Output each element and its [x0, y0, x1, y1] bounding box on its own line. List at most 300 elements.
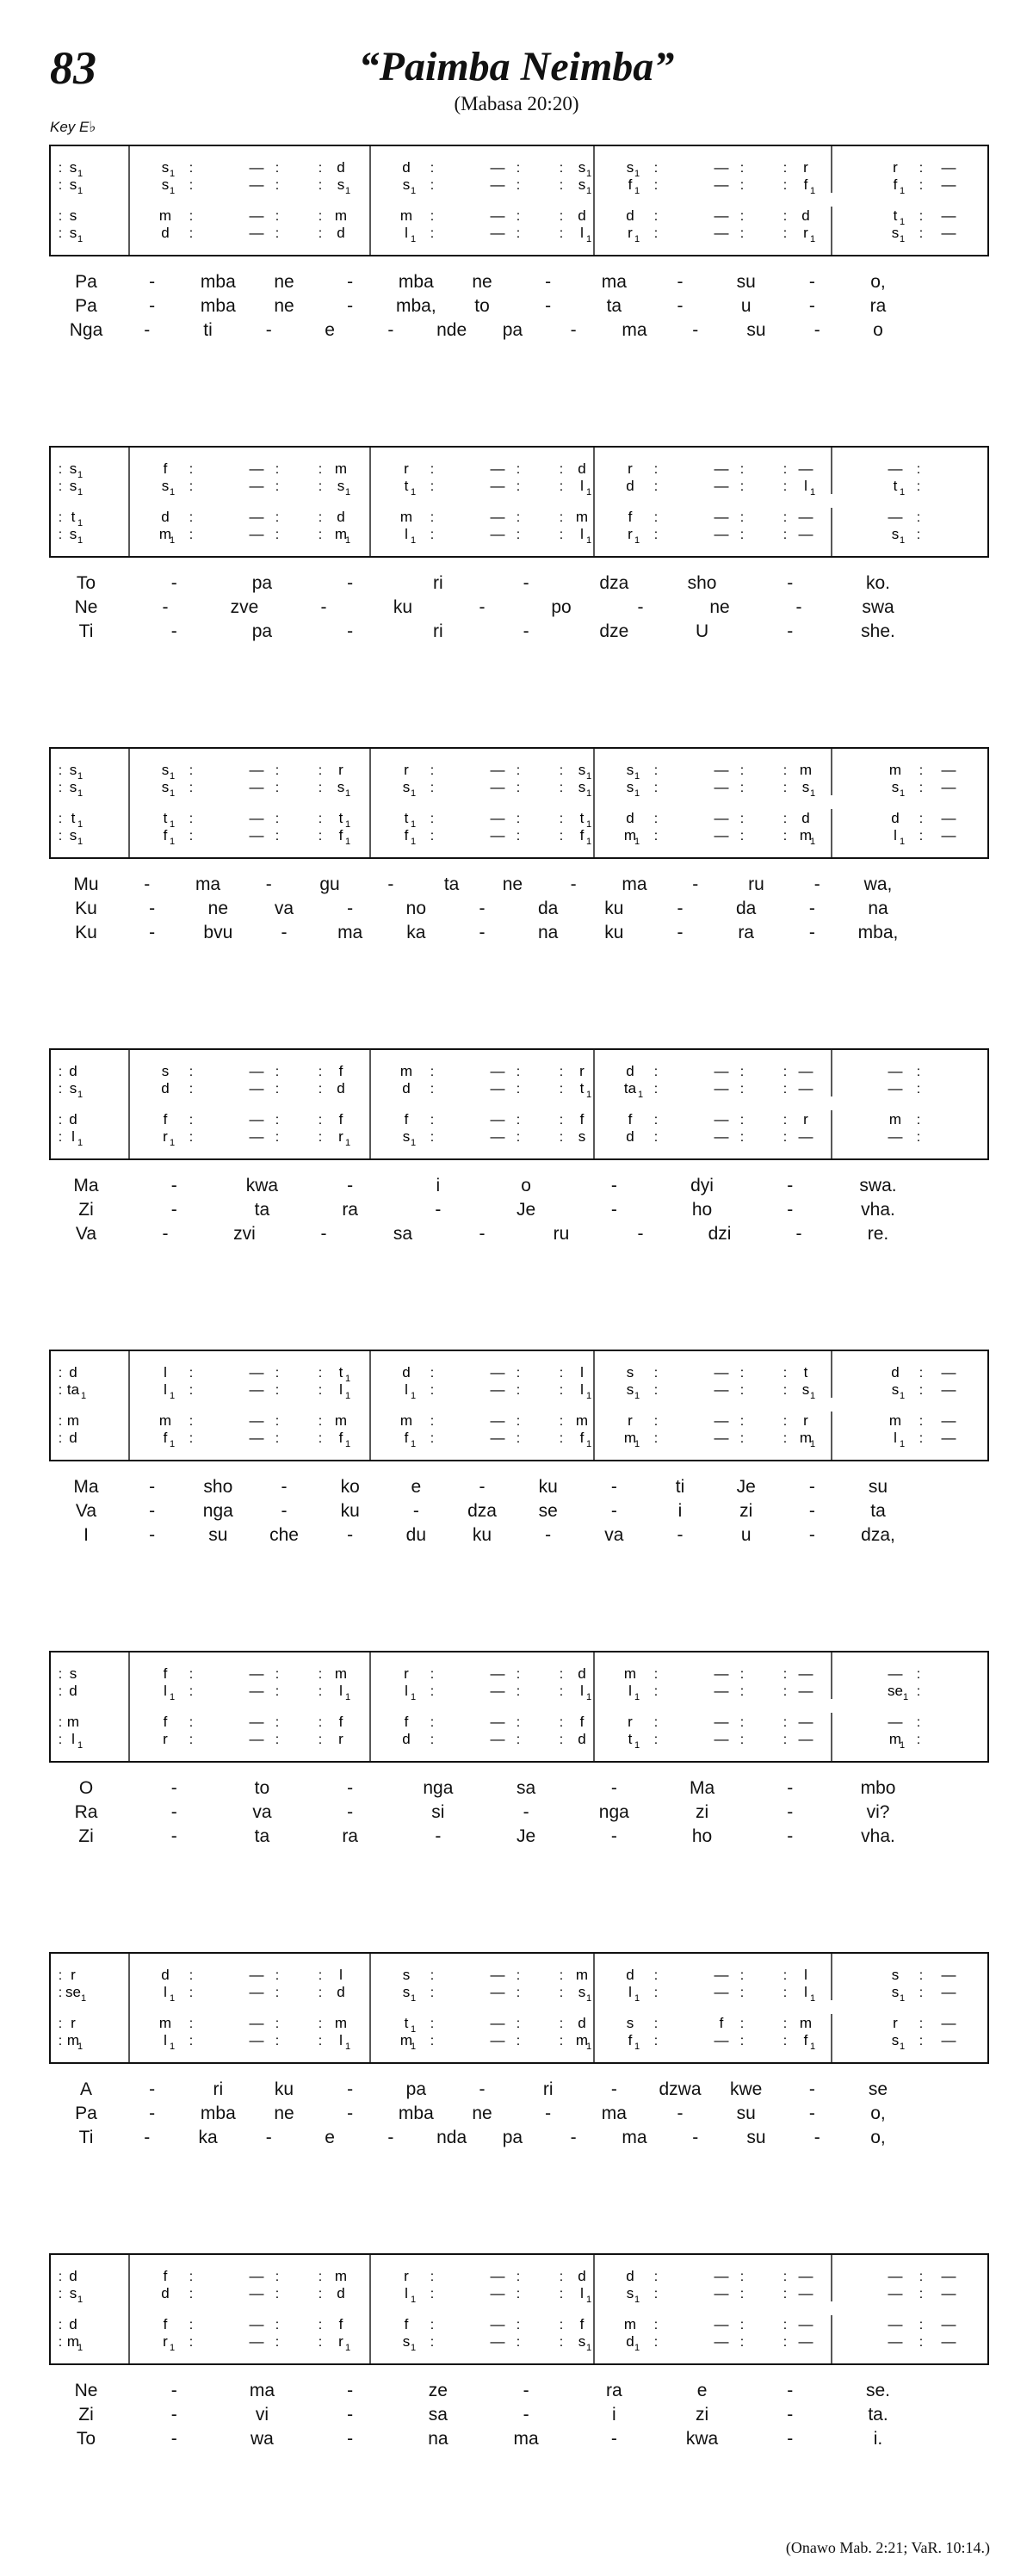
- svg-text:1: 1: [77, 2295, 84, 2305]
- solfa-note: [69, 1063, 77, 1079]
- svg-text::: :: [189, 1715, 194, 1730]
- svg-text::: :: [516, 510, 521, 525]
- solfa-note: [250, 1984, 264, 2000]
- svg-text:—: —: [490, 2333, 505, 2350]
- svg-text:s: s: [69, 176, 77, 193]
- svg-text:—: —: [249, 1111, 264, 1127]
- svg-text:t: t: [404, 810, 409, 826]
- svg-text:s: s: [801, 779, 810, 795]
- solfa-note: [70, 225, 83, 244]
- svg-text::: :: [739, 1065, 745, 1079]
- solfa-note: [403, 2333, 416, 2353]
- lyric-hyphen: -: [170, 1826, 177, 1846]
- music-system: [0, 446, 1033, 644]
- svg-text::: :: [318, 1414, 323, 1429]
- svg-text:—: —: [798, 2268, 813, 2284]
- solfa-note: [403, 176, 416, 196]
- solfa-note: [491, 810, 505, 826]
- solfa-note: [714, 1665, 729, 1682]
- svg-text:1: 1: [586, 2343, 592, 2353]
- svg-text::: :: [782, 1431, 788, 1446]
- svg-text:s: s: [337, 176, 345, 193]
- solfa-note: [714, 1984, 729, 2000]
- svg-text::: :: [275, 1431, 280, 1446]
- svg-text::: :: [58, 1383, 63, 1398]
- solfa-note: [894, 176, 905, 196]
- svg-text::: :: [318, 829, 323, 843]
- svg-text:t: t: [579, 1080, 585, 1096]
- svg-text:d: d: [402, 159, 411, 176]
- svg-text:1: 1: [345, 2042, 351, 2052]
- lyric-syllable: Pa: [75, 2103, 97, 2123]
- solfa-note: [628, 1412, 633, 1429]
- lyric-syllable: nga: [598, 1802, 629, 1822]
- svg-text::: :: [189, 2017, 194, 2031]
- solfa-note: [714, 827, 729, 843]
- solfa-note: [250, 779, 264, 795]
- svg-text:f: f: [163, 1111, 168, 1127]
- solfa-note: [894, 827, 905, 847]
- solfa-note: [892, 1984, 905, 2004]
- svg-text::: :: [916, 1130, 921, 1145]
- solfa-note: [337, 1984, 344, 2000]
- svg-text::: :: [189, 1986, 194, 2000]
- svg-text:1: 1: [77, 1740, 84, 1751]
- svg-text:s: s: [161, 176, 170, 193]
- lyric-syllable: Ra: [74, 1802, 98, 1822]
- lyric-hyphen: -: [795, 1224, 802, 1244]
- svg-text::: :: [559, 812, 564, 826]
- svg-text:r: r: [628, 526, 633, 542]
- lyric-hyphen: -: [808, 296, 815, 316]
- lyric-syllable: sa: [428, 2405, 448, 2425]
- svg-text::: :: [318, 763, 323, 778]
- lyric-hyphen: -: [808, 2103, 815, 2123]
- svg-text::: :: [782, 2017, 788, 2031]
- svg-text:d: d: [626, 207, 634, 224]
- lyric-syllable: ti: [675, 1477, 685, 1497]
- svg-text::: :: [58, 178, 63, 193]
- svg-text:1: 1: [345, 819, 351, 830]
- svg-text::: :: [559, 1986, 564, 2000]
- solfa-note: [578, 1128, 586, 1145]
- lyric-hyphen: -: [677, 1525, 684, 1545]
- svg-text:t: t: [71, 509, 76, 525]
- svg-text:1: 1: [411, 837, 417, 847]
- svg-text::: :: [559, 1383, 564, 1398]
- solfa-note: [337, 159, 344, 176]
- solfa-note: [250, 1381, 264, 1398]
- svg-text:d: d: [626, 478, 634, 494]
- svg-text::: :: [739, 1366, 745, 1381]
- svg-text::: :: [653, 2270, 659, 2284]
- lyric-hyphen: -: [523, 573, 529, 593]
- solfa-note: [714, 2285, 729, 2301]
- lyric-syllable: ne: [274, 296, 294, 316]
- svg-text:—: —: [941, 2032, 956, 2048]
- svg-text:l: l: [339, 1683, 343, 1699]
- svg-text:f: f: [163, 827, 168, 843]
- svg-text:—: —: [941, 2333, 956, 2350]
- solfa-note: [67, 1381, 86, 1401]
- svg-text::: :: [653, 178, 659, 193]
- solfa-note: [491, 1430, 505, 1446]
- lyric-syllable: ka: [198, 2128, 218, 2147]
- svg-text::: :: [739, 1968, 745, 1983]
- svg-text:1: 1: [586, 169, 592, 179]
- solfa-note: [402, 159, 410, 176]
- svg-text::: :: [919, 2335, 924, 2350]
- lyric-hyphen: -: [347, 296, 354, 316]
- svg-text::: :: [559, 2034, 564, 2048]
- svg-text:l: l: [405, 1381, 408, 1398]
- solfa-note: [714, 779, 729, 795]
- solfa-note: [405, 225, 416, 244]
- solfa-note: [942, 2268, 956, 2284]
- svg-text:1: 1: [77, 837, 84, 847]
- svg-text:s: s: [69, 1080, 77, 1096]
- svg-text::: :: [559, 2335, 564, 2350]
- svg-text::: :: [275, 2270, 280, 2284]
- svg-text::: :: [430, 812, 435, 826]
- solfa-note: [804, 2032, 815, 2052]
- solfa-note: [402, 1080, 410, 1096]
- svg-text:l: l: [804, 1984, 807, 2000]
- solfa-note: [164, 1665, 168, 1682]
- lyric-syllable: ku: [604, 923, 624, 942]
- svg-text::: :: [559, 1130, 564, 1145]
- svg-text:—: —: [798, 509, 813, 525]
- svg-text:d: d: [402, 1080, 411, 1096]
- svg-text:—: —: [249, 1967, 264, 1983]
- svg-text::: :: [653, 763, 659, 778]
- svg-text:m: m: [66, 1714, 80, 1730]
- lyric-syllable: ne: [472, 272, 492, 292]
- svg-text:d: d: [337, 159, 345, 176]
- svg-text::: :: [189, 462, 194, 477]
- svg-text:s: s: [161, 159, 170, 176]
- svg-text::: :: [516, 1065, 521, 1079]
- svg-text:s: s: [626, 2015, 634, 2031]
- svg-text:1: 1: [77, 186, 84, 196]
- svg-text:1: 1: [170, 535, 176, 546]
- svg-text::: :: [559, 1431, 564, 1446]
- lyric-syllable: su: [208, 1525, 228, 1545]
- solfa-note: [491, 1967, 505, 1983]
- lyric-syllable: mba: [200, 2103, 236, 2123]
- solfa-note: [162, 478, 175, 497]
- solfa-note: [491, 1984, 505, 2000]
- lyric-syllable: ri: [542, 2079, 554, 2099]
- lyric-syllable: ne: [207, 899, 229, 918]
- svg-text:1: 1: [810, 2042, 816, 2052]
- lyric-syllable: wa,: [863, 874, 893, 894]
- svg-text::: :: [516, 781, 521, 795]
- svg-text:—: —: [249, 2032, 264, 2048]
- lyric-syllable: ko.: [865, 573, 891, 593]
- svg-text:1: 1: [586, 487, 592, 497]
- svg-text::: :: [516, 479, 521, 494]
- lyric-hyphen: -: [808, 923, 815, 942]
- solfa-note: [405, 1430, 416, 1449]
- svg-text::: :: [430, 161, 435, 176]
- lyric-syllable: pa: [405, 2079, 427, 2099]
- svg-text:d: d: [69, 1063, 77, 1079]
- lyric-hyphen: -: [412, 1501, 419, 1521]
- lyric-syllable: ku: [393, 597, 413, 617]
- svg-text::: :: [516, 1414, 521, 1429]
- lyric-hyphen: -: [545, 296, 552, 316]
- lyric-syllable: o,: [870, 2103, 886, 2123]
- solfa-note: [339, 1430, 350, 1449]
- svg-text:d: d: [578, 1731, 586, 1747]
- solfa-note: [339, 827, 350, 847]
- solfa-note: [580, 1111, 585, 1127]
- svg-text:m: m: [334, 460, 348, 477]
- lyric-hyphen: -: [479, 1477, 486, 1497]
- svg-text::: :: [58, 226, 63, 241]
- svg-text::: :: [782, 1366, 788, 1381]
- solfa-note: [69, 1364, 77, 1381]
- svg-text::: :: [916, 479, 921, 494]
- lyric-hyphen: -: [170, 1176, 177, 1195]
- svg-text:—: —: [941, 779, 956, 795]
- lyric-hyphen: -: [347, 1176, 354, 1195]
- lyric-syllable: dza: [599, 573, 629, 593]
- svg-text::: :: [739, 1431, 745, 1446]
- solfa-note: [799, 1128, 813, 1145]
- svg-text:1: 1: [900, 234, 906, 244]
- lyric-syllable: ma: [337, 923, 363, 942]
- svg-text:m: m: [334, 526, 348, 542]
- solfa-note: [400, 2032, 416, 2052]
- solfa-note: [339, 1967, 343, 1983]
- lyric-hyphen: -: [677, 899, 684, 918]
- solfa-note: [714, 159, 729, 176]
- svg-text::: :: [653, 1383, 659, 1398]
- svg-text::: :: [189, 2034, 194, 2048]
- svg-text:1: 1: [77, 788, 84, 799]
- svg-text:r: r: [338, 1731, 343, 1747]
- svg-text:—: —: [490, 1984, 505, 2000]
- svg-text::: :: [782, 1667, 788, 1682]
- solfa-note: [627, 1364, 634, 1381]
- svg-text:1: 1: [77, 487, 84, 497]
- svg-text:s: s: [626, 1381, 634, 1398]
- solfa-note: [491, 1683, 505, 1699]
- svg-text:—: —: [490, 460, 505, 477]
- lyric-hyphen: -: [479, 2079, 486, 2099]
- svg-text::: :: [919, 178, 924, 193]
- solfa-note: [942, 1364, 956, 1381]
- svg-text::: :: [275, 2318, 280, 2332]
- svg-text::: :: [318, 1667, 323, 1682]
- solfa-note: [714, 460, 729, 477]
- solfa-note: [942, 2316, 956, 2332]
- svg-text:1: 1: [900, 217, 906, 227]
- svg-text:l: l: [628, 1683, 632, 1699]
- svg-text::: :: [739, 2034, 745, 2048]
- svg-text::: :: [653, 2017, 659, 2031]
- svg-text:1: 1: [77, 535, 84, 546]
- lyric-hyphen: -: [610, 1501, 617, 1521]
- lyric-hyphen: -: [281, 1477, 288, 1497]
- solfa-note: [69, 1683, 77, 1699]
- solfa-note: [162, 176, 175, 196]
- svg-text:—: —: [941, 1430, 956, 1446]
- solfa-note: [892, 526, 905, 546]
- svg-text::: :: [916, 1667, 921, 1682]
- solfa-note: [491, 2032, 505, 2048]
- svg-text::: :: [516, 763, 521, 778]
- svg-text::: :: [653, 1414, 659, 1429]
- solfa-note: [338, 1128, 350, 1148]
- svg-text:f: f: [579, 827, 585, 843]
- svg-text::: :: [516, 161, 521, 176]
- solfa-note: [626, 1063, 634, 1079]
- solfa-note: [714, 1063, 729, 1079]
- svg-text:1: 1: [586, 186, 592, 196]
- lyric-syllable: bvu: [203, 923, 233, 942]
- svg-text:—: —: [490, 1665, 505, 1682]
- solfa-note: [159, 1412, 171, 1429]
- solfa-note: [163, 1731, 168, 1747]
- svg-text::: :: [58, 812, 63, 826]
- svg-text:m: m: [334, 1665, 348, 1682]
- lyric-syllable: nga: [202, 1501, 233, 1521]
- lyric-syllable: su: [746, 2128, 766, 2147]
- lyric-hyphen: -: [435, 1200, 442, 1220]
- lyric-syllable: ho: [691, 1826, 713, 1846]
- lyric-hyphen: -: [787, 1802, 794, 1822]
- solfa-note: [491, 1364, 505, 1381]
- lyric-syllable: Ma: [689, 1778, 715, 1798]
- svg-text:m: m: [158, 2015, 172, 2031]
- svg-text::: :: [430, 528, 435, 542]
- svg-text:—: —: [490, 762, 505, 778]
- svg-text:—: —: [490, 1063, 505, 1079]
- svg-text:m: m: [66, 2032, 80, 2048]
- solfa-note: [580, 827, 591, 847]
- svg-text:m: m: [399, 1412, 413, 1429]
- solfa-note: [628, 2032, 640, 2052]
- solfa-note: [491, 176, 505, 193]
- svg-text:—: —: [714, 2285, 729, 2301]
- solfa-note: [337, 779, 350, 799]
- svg-text:s: s: [161, 779, 170, 795]
- svg-text:1: 1: [586, 788, 592, 799]
- solfa-note: [628, 509, 633, 525]
- svg-text:s: s: [402, 1967, 411, 1983]
- svg-text:s: s: [69, 827, 77, 843]
- svg-text::: :: [318, 1130, 323, 1145]
- svg-text:l: l: [804, 478, 807, 494]
- lyric-hyphen: -: [347, 1778, 354, 1798]
- solfa-note: [628, 460, 633, 477]
- solfa-note: [799, 1080, 813, 1096]
- svg-text:d: d: [801, 810, 810, 826]
- solfa-note: [250, 1080, 264, 1096]
- solfa-note: [405, 1381, 416, 1401]
- svg-text::: :: [189, 528, 194, 542]
- svg-text::: :: [58, 1667, 63, 1682]
- svg-text:—: —: [249, 1714, 264, 1730]
- lyric-syllable: Je: [516, 1826, 536, 1846]
- svg-text::: :: [782, 1715, 788, 1730]
- lyric-syllable: ra: [869, 296, 887, 316]
- svg-text:—: —: [941, 159, 956, 176]
- solfa-note: [888, 1080, 903, 1096]
- solfa-note: [888, 1665, 903, 1682]
- svg-text::: :: [916, 1684, 921, 1699]
- lyric-hyphen: -: [265, 2128, 272, 2147]
- svg-text:—: —: [798, 1128, 813, 1145]
- solfa-note: [67, 2032, 83, 2052]
- lyric-hyphen: -: [479, 923, 486, 942]
- solfa-note: [628, 176, 640, 196]
- solfa-note: [403, 1984, 416, 2004]
- svg-text:—: —: [249, 207, 264, 224]
- svg-text:1: 1: [77, 1138, 84, 1148]
- svg-text:1: 1: [77, 771, 84, 781]
- lyric-syllable: dza,: [861, 1525, 895, 1545]
- lyric-syllable: mba: [398, 272, 434, 292]
- svg-text:f: f: [338, 1714, 343, 1730]
- solfa-note: [250, 1111, 264, 1127]
- svg-text:—: —: [714, 1381, 729, 1398]
- svg-text::: :: [559, 1968, 564, 1983]
- svg-text:s: s: [578, 762, 586, 778]
- lyric-syllable: wa: [251, 2429, 274, 2449]
- solfa-note: [894, 478, 905, 497]
- svg-text::: :: [559, 1082, 564, 1096]
- svg-text:m: m: [575, 1967, 589, 1983]
- svg-text::: :: [916, 1082, 921, 1096]
- svg-text:1: 1: [810, 837, 816, 847]
- solfa-note: [250, 2333, 264, 2350]
- svg-text:s: s: [161, 1063, 170, 1079]
- svg-text::: :: [275, 178, 280, 193]
- lyric-hyphen: -: [677, 296, 684, 316]
- music-system: [0, 145, 1033, 343]
- solfa-note: [339, 2032, 350, 2052]
- solfa-note: [714, 509, 729, 525]
- svg-text:—: —: [714, 2333, 729, 2350]
- svg-text:f: f: [338, 827, 343, 843]
- lyric-syllable: sa: [393, 1224, 413, 1244]
- solfa-note: [580, 1714, 585, 1730]
- lyric-syllable: vha.: [861, 1200, 895, 1220]
- svg-text::: :: [318, 462, 323, 477]
- svg-text:s: s: [578, 1984, 586, 2000]
- svg-text::: :: [559, 510, 564, 525]
- svg-text::: :: [318, 1986, 323, 2000]
- svg-text:—: —: [941, 762, 956, 778]
- lyric-syllable: Zi: [78, 1826, 94, 1846]
- svg-text:1: 1: [900, 2042, 906, 2052]
- svg-text:d: d: [161, 225, 170, 241]
- svg-text:s: s: [626, 762, 634, 778]
- svg-text:—: —: [714, 1128, 729, 1145]
- svg-text::: :: [275, 1383, 280, 1398]
- svg-text::: :: [559, 1414, 564, 1429]
- svg-text::: :: [559, 1684, 564, 1699]
- solfa-note: [894, 1430, 905, 1449]
- svg-text:r: r: [71, 2015, 76, 2031]
- svg-text:s: s: [69, 207, 77, 224]
- solfa-note: [250, 810, 264, 826]
- svg-text::: :: [559, 781, 564, 795]
